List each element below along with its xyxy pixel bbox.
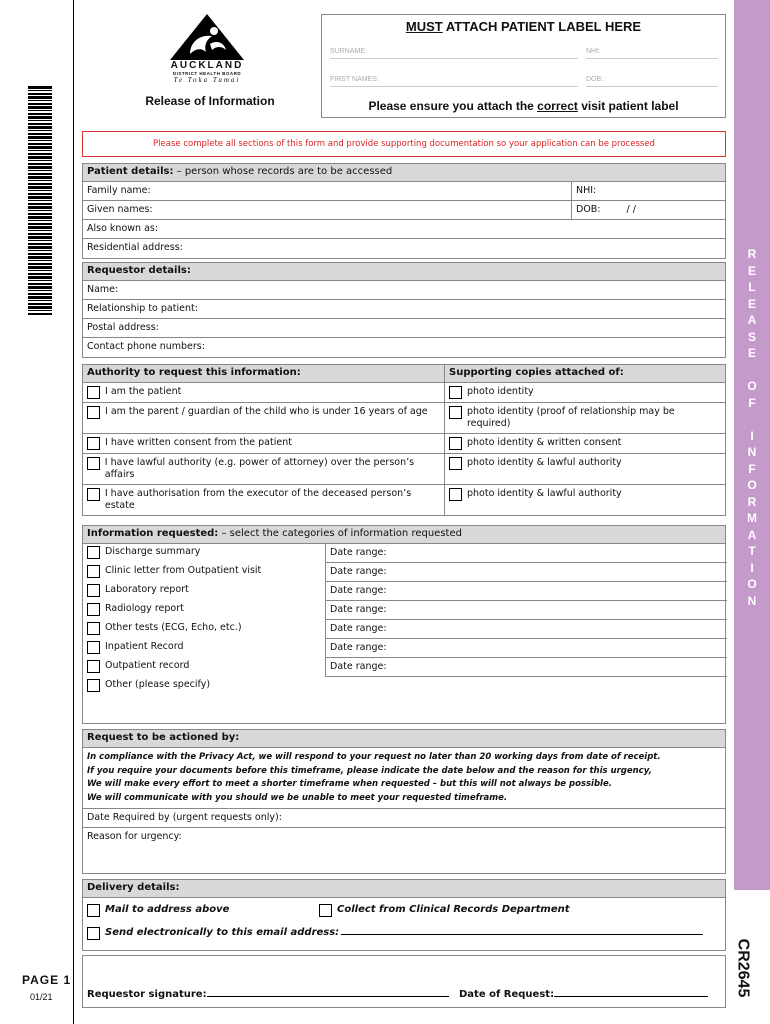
mail-option[interactable]: Mail to address above [87, 904, 229, 915]
authority-row [83, 403, 725, 434]
logo-line2: DISTRICT HEALTH BOARD [172, 71, 242, 76]
authority-row [83, 383, 725, 403]
checkbox[interactable] [87, 622, 100, 635]
supporting-option[interactable]: photo identity & lawful authority [445, 485, 725, 515]
adhb-logo-icon [170, 14, 244, 60]
checkbox[interactable] [87, 679, 100, 692]
patient-details-heading: Patient details: – person whose records are to be accessed [83, 164, 725, 182]
information-requested-heading: Information requested: – select the categories of information requested [83, 526, 725, 544]
given-names-field[interactable]: Given names: DOB: / / [83, 201, 725, 220]
label-surname: SURNAME: [330, 48, 578, 59]
side-title [734, 246, 770, 609]
date-range-field[interactable]: Date range: [325, 563, 727, 582]
checkbox[interactable] [87, 584, 100, 597]
side-title-letter: I [750, 428, 754, 443]
dob-slashes: / / [626, 204, 636, 215]
action-heading: Request to be actioned by: [83, 730, 725, 748]
form-code: CR2645 [734, 938, 752, 998]
logo-line1: AUCKLAND [170, 60, 244, 71]
authority-header-row [83, 365, 725, 383]
checkbox[interactable] [87, 927, 100, 940]
date-required-field[interactable]: Date Required by (urgent requests only): [83, 809, 725, 828]
requestor-details-heading: Requestor details: [83, 263, 725, 281]
email-input-line[interactable] [341, 934, 703, 935]
side-title-letter: L [748, 280, 756, 294]
checkbox[interactable] [87, 386, 100, 399]
authority-row [83, 485, 725, 515]
page-date: 01/21 [30, 992, 53, 1002]
information-requested-section [82, 525, 726, 724]
checkbox[interactable] [87, 488, 100, 501]
checkbox[interactable] [87, 565, 100, 578]
action-section [82, 729, 726, 874]
label-dob: DOB: [586, 76, 718, 87]
label-note: Please ensure you attach the correct visit patient label [368, 99, 679, 113]
side-title-letter: F [748, 395, 756, 410]
postal-address-field[interactable]: Postal address: [83, 319, 725, 338]
privacy-paragraph: In compliance with the Privacy Act, we will respond to your request no later than 20 working days from date of receipt. If you require your documents before this timeframe, please indicate the date below and the reason for this urgency, We will make every effort to meet a shorter timeframe when requested – but this will not always be possible. We will communicate with you should we be unable to meet your requested timeframe. [83, 748, 725, 809]
checkbox[interactable] [87, 660, 100, 673]
side-title-letter: T [748, 544, 756, 558]
side-title-letter: S [747, 329, 756, 344]
checkbox[interactable] [87, 904, 100, 917]
date-range-field[interactable]: Date range: [325, 658, 727, 677]
label-nhi: NHI: [586, 48, 718, 59]
label-box-title: MUST ATTACH PATIENT LABEL HERE [405, 19, 642, 34]
contact-phone-field[interactable]: Contact phone numbers: [87, 341, 205, 352]
checkbox[interactable] [319, 904, 332, 917]
side-title-letter: R [747, 494, 757, 509]
checkbox[interactable] [87, 437, 100, 450]
dob-field[interactable]: DOB: / / [571, 201, 636, 219]
side-title-letter: F [748, 461, 756, 476]
delivery-section [82, 879, 726, 951]
side-title-letter: N [747, 593, 757, 608]
relationship-field[interactable]: Relationship to patient: [83, 300, 725, 319]
delivery-row [83, 898, 725, 923]
family-name-field[interactable]: Family name: NHI: [83, 182, 725, 201]
authority-option[interactable]: I am the patient [83, 383, 445, 402]
checkbox[interactable] [87, 457, 100, 470]
signature-section [82, 955, 726, 1008]
side-title-letter: E [747, 296, 756, 311]
date-range-field[interactable]: Date range: [325, 601, 727, 620]
authority-heading: Authority to request this information: [83, 365, 445, 382]
signature-field[interactable]: Requestor signature: [87, 989, 449, 1000]
info-item[interactable]: Discharge summary Date range: [83, 544, 725, 563]
requestor-details-section [82, 262, 726, 358]
side-title-letter: I [750, 560, 754, 575]
supporting-option[interactable]: photo identity & lawful authority [445, 454, 725, 484]
info-item[interactable]: Clinic letter from Outpatient visit Date range: [83, 563, 725, 582]
label-first-names: FIRST NAMES: [330, 76, 578, 87]
logo-line3: Te Toka Tumai [173, 76, 241, 84]
side-title-letter: A [747, 313, 757, 327]
info-item-other[interactable]: Other (please specify) [83, 677, 725, 696]
authority-option[interactable]: I have authorisation from the executor of the deceased person’s estate [83, 485, 445, 515]
date-line[interactable] [554, 996, 708, 997]
authority-option[interactable]: I have lawful authority (e.g. power of attorney) over the person’s affairs [83, 454, 445, 484]
side-title-letter: E [747, 346, 756, 360]
checkbox[interactable] [449, 437, 462, 450]
info-item[interactable]: Outpatient record Date range: [83, 658, 725, 677]
signature-line[interactable] [207, 996, 449, 997]
side-title-letter: O [747, 379, 757, 393]
date-range-field[interactable]: Date range: [325, 620, 727, 639]
checkbox[interactable] [87, 546, 100, 559]
authority-row [83, 454, 725, 485]
checkbox[interactable] [449, 386, 462, 399]
side-title-letter: O [747, 478, 757, 492]
nhi-field[interactable]: NHI: [571, 182, 596, 200]
form-title: Release of Information [145, 94, 275, 108]
patient-label-box [321, 14, 726, 118]
authority-section [82, 364, 726, 516]
collect-option[interactable]: Collect from Clinical Records Department [319, 904, 570, 917]
side-title-letter: N [747, 445, 757, 459]
requestor-name-field[interactable]: Name: [83, 281, 725, 300]
supporting-copies-heading: Supporting copies attached of: [445, 365, 725, 382]
side-title-letter: M [747, 511, 757, 525]
authority-option[interactable]: I am the parent / guardian of the child who is under 16 years of age [83, 403, 445, 433]
authority-option[interactable]: I have written consent from the patient [83, 434, 445, 453]
date-range-field[interactable]: Date range: [325, 582, 727, 601]
residential-address-field[interactable]: Residential address: [87, 242, 183, 253]
checkbox[interactable] [449, 457, 462, 470]
info-item[interactable]: Other tests (ECG, Echo, etc.) Date range: [83, 620, 725, 639]
checkbox[interactable] [87, 406, 100, 419]
checkbox[interactable] [87, 603, 100, 616]
aka-field[interactable]: Also known as: [83, 220, 725, 239]
side-title-letter: R [747, 247, 757, 261]
supporting-option[interactable]: photo identity [445, 383, 725, 402]
logo-text [150, 60, 264, 84]
date-range-field[interactable]: Date range: [325, 639, 727, 658]
reason-for-urgency-field[interactable]: Reason for urgency: [87, 831, 182, 842]
margin-line [73, 0, 74, 1024]
checkbox[interactable] [87, 641, 100, 654]
side-title-letter: O [747, 577, 757, 591]
supporting-option[interactable]: photo identity (proof of relationship may be required) [445, 403, 725, 433]
completion-notice: Please complete all sections of this form and provide supporting documentation so your application can be processed [82, 131, 726, 157]
authority-row [83, 434, 725, 454]
checkbox[interactable] [449, 406, 462, 419]
patient-details-section [82, 163, 726, 259]
side-title-letter: E [747, 263, 756, 278]
date-of-request-field[interactable]: Date of Request: [459, 989, 708, 1000]
info-item[interactable]: Radiology report Date range: [83, 601, 725, 620]
email-option[interactable]: Send electronically to this email address: [83, 923, 725, 940]
date-range-field[interactable]: Date range: [325, 544, 727, 563]
info-item[interactable]: Inpatient Record Date range: [83, 639, 725, 658]
supporting-option[interactable]: photo identity & written consent [445, 434, 725, 453]
delivery-heading: Delivery details: [83, 880, 725, 898]
checkbox[interactable] [449, 488, 462, 501]
page-number: PAGE 1 [22, 973, 72, 987]
info-item[interactable]: Laboratory report Date range: [83, 582, 725, 601]
barcode [28, 86, 52, 316]
side-title-letter: A [747, 527, 757, 542]
